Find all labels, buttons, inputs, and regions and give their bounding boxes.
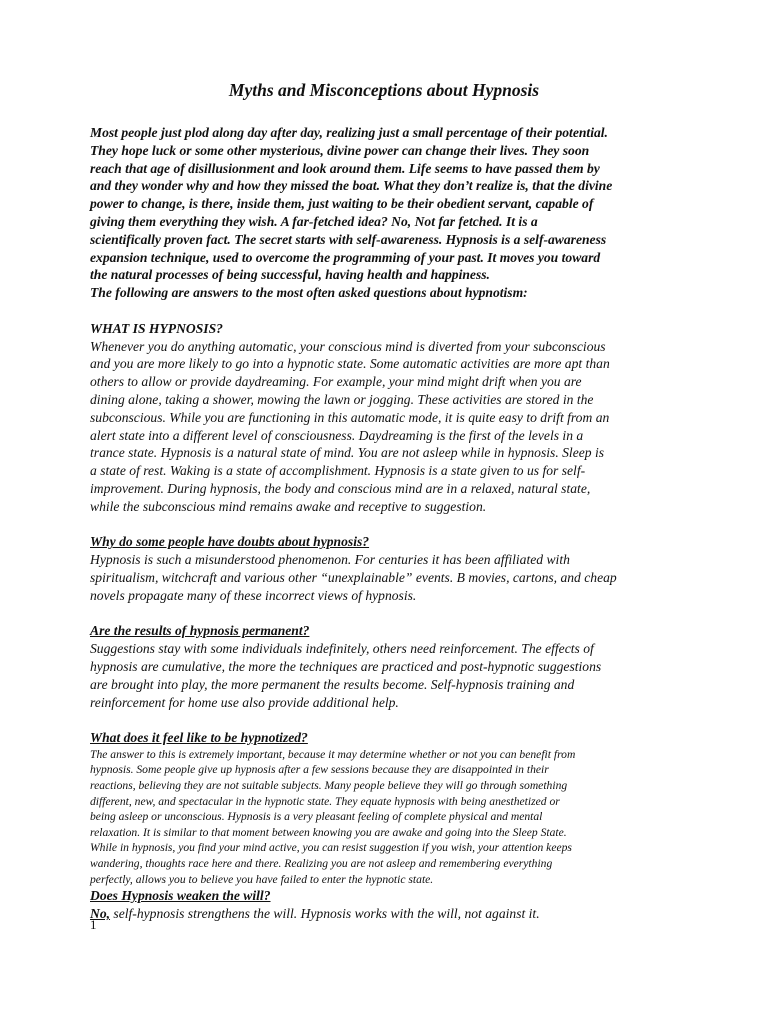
page-number: 1 [90,917,97,932]
section-heading-will: Does Hypnosis weaken the will? [90,888,271,904]
answer-rest: self-hypnosis strengthens the will. Hypnosis works with the will, not against it. [110,906,540,922]
intro-followup: The following are answers to the most often asked questions about hypnotism: [90,285,528,301]
section-body-what-is-hypnosis: Whenever you do anything automatic, your conscious mind is diverted from your subconscious and you are more likely to go into a hypnotic state. Some automatic activities are more apt than others to allow or provide daydreaming. For example, your mind might drift when you are dining alone, taking a shower, mowing the lawn or jogging. These activities are stored in the subconscious. While you are functioning in this automatic mode, it is quite easy to drift from an alert state into a different level of consciousness. Daydreaming is the first of the levels in a trance state. Hypnosis is a natural state of mind. You are not asleep while in hypnosis. Sleep is a state of rest. Waking is a state of accomplishment. Hypnosis is a state given to us for self- improvement. During hypnosis, the body and conscious mind are in a relaxed, natural state, while the subconscious mind remains awake and receptive to suggestion. [90,338,610,514]
intro-paragraph: Most people just plod along day after day, realizing just a small percentage of their potential. They hope luck or some other mysterious, divine power can change their lives. They soon reach that age of disillusionment and look around them. Life seems to have passed them by and they wonder why and how they missed the boat. What they don’t realize is, that the divine power to change, is there, inside them, just waiting to be their obedient servant, capable of giving them everything they wish. A far-fetched idea? No, Not far fetched. It is a scientifically proven fact. The secret starts with self-awareness. Hypnosis is a self-awareness expansion technique, used to overcome the programming of your past. It moves you toward the natural processes of being successful, having health and happiness. [90,125,613,283]
section-body-will [90,905,690,923]
section-heading-what-is-hypnosis: WHAT IS HYPNOSIS? [90,320,223,336]
section-body-permanent: Suggestions stay with some individuals indefinitely, others need reinforcement. The effects of hypnosis are cumulative, the more the techniques are practiced and post-hypnotic suggestions are brought into play, the more permanent the results become. Self-hypnosis training and reinforcement for home use also provide additional help. [90,641,602,710]
section-heading-permanent: Are the results of hypnosis permanent? [90,623,310,639]
document-content [90,124,690,923]
section-body-doubts: Hypnosis is such a misunderstood phenomenon. For centuries it has been affiliated with spiritualism, witchcraft and various other “unexplainable” events. B movies, cartons, and cheap novels propagate many of these incorrect views of hypnosis. [90,552,617,603]
section-body-feel: The answer to this is extremely important, because it may determine whether or not you can benefit from hypnosis. Some people give up hypnosis after a few sessions because they are disappointed in their reactions, believing they are not suitable subjects. Many people believe they will go through something different, new, and spectacular in the hypnotic state. They equate hypnosis with being anesthetized or being asleep or unconscious. Hypnosis is a very pleasant feeling of complete physical and mental relaxation. It is similar to that moment between knowing you are awake and going into the Sleep State. While in hypnosis, you find your mind active, you can resist suggestion if you wish, your attention keeps wandering, thoughts race here and there. Realizing you are not asleep and remembering everything perfectly, allows you to believe you have failed to enter the hypnotic state. [90,747,576,886]
document-title: Myths and Misconceptions about Hypnosis [228,80,540,100]
section-heading-doubts: Why do some people have doubts about hypnosis? [90,534,370,550]
answer-no: No, [90,906,111,922]
section-heading-feel: What does it feel like to be hypnotized? [90,730,308,746]
